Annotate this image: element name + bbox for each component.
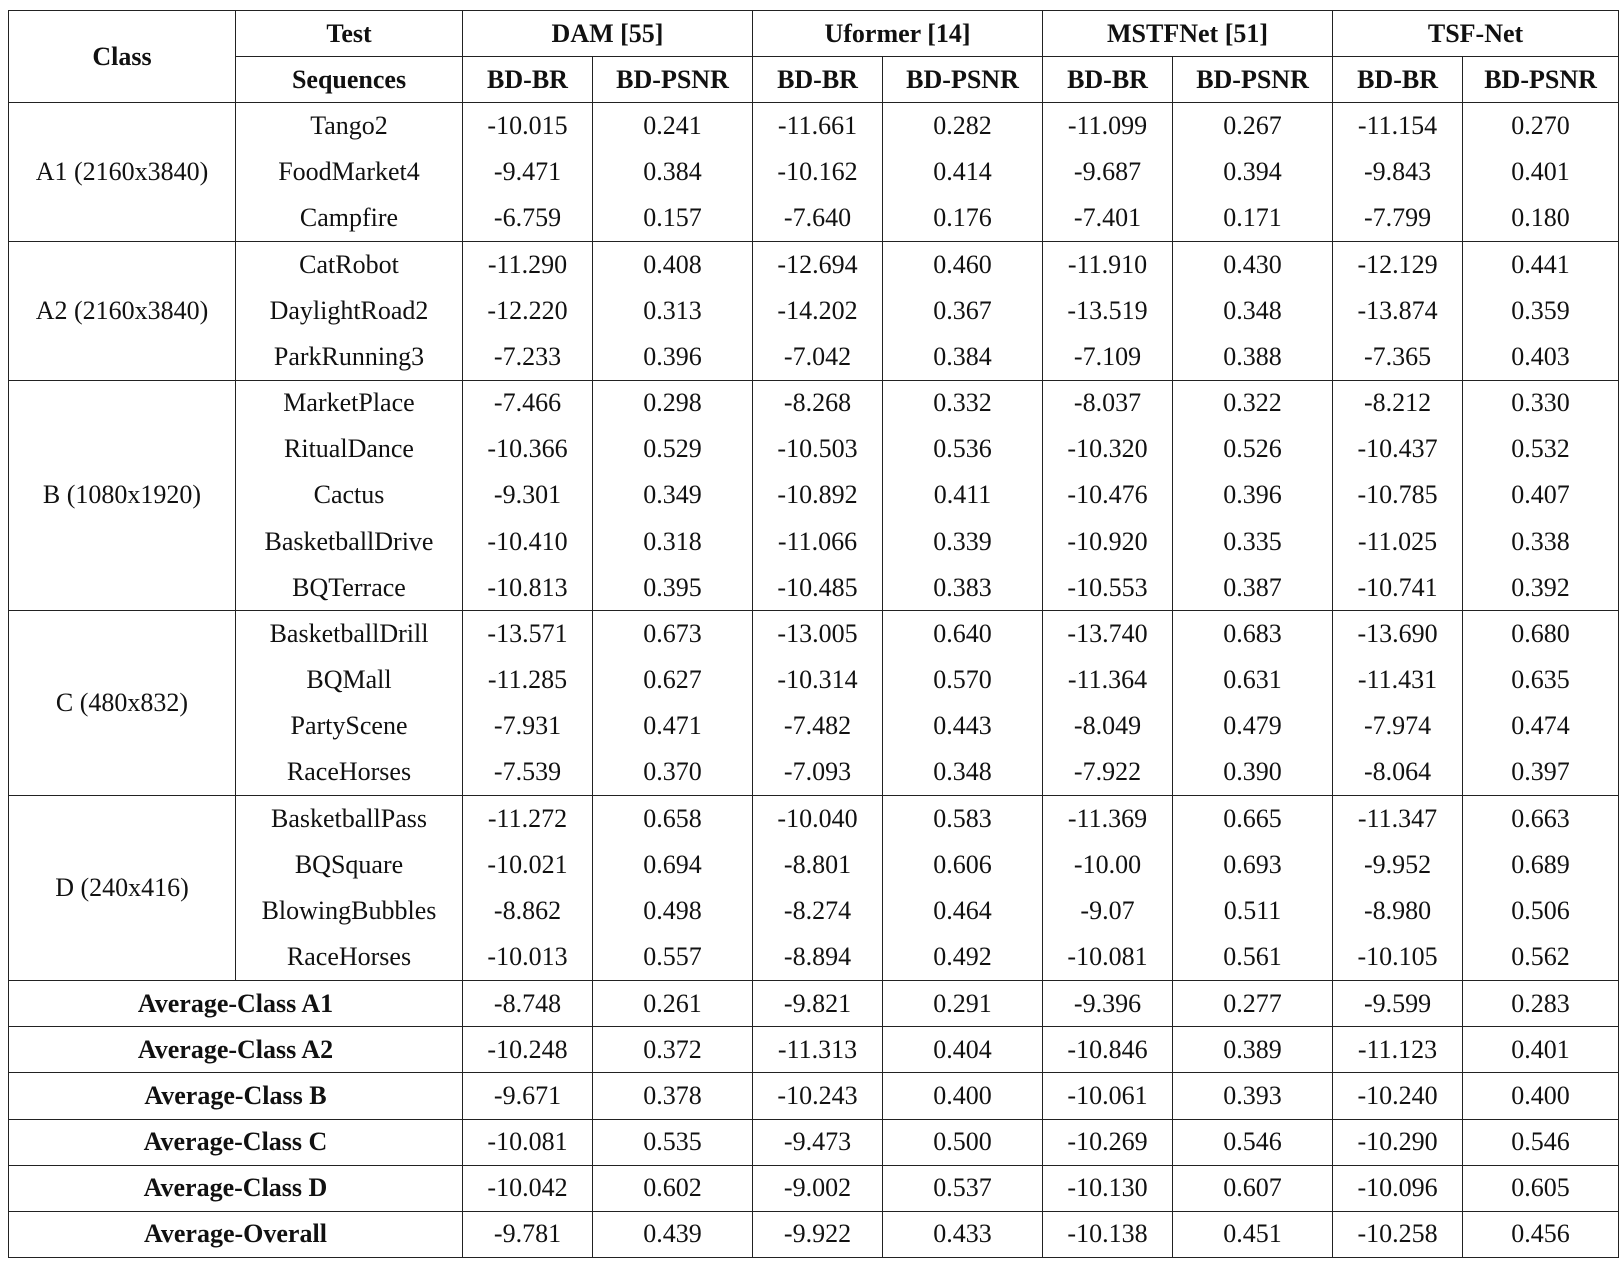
avg-bd-psnr-cell: 0.439 [593,1211,753,1257]
bd-psnr-cell: 0.663 [1463,796,1619,842]
bd-psnr-cell: 0.441 [1463,241,1619,287]
bd-br-cell: -11.290 [463,241,593,287]
bd-psnr-cell: 0.407 [1463,472,1619,518]
bd-br-cell: -9.471 [463,149,593,195]
bd-br-cell: -10.162 [753,149,883,195]
avg-bd-psnr-cell: 0.261 [593,980,753,1026]
bd-psnr-cell: 0.394 [1173,149,1333,195]
avg-bd-psnr-cell: 0.546 [1463,1119,1619,1165]
bd-psnr-cell: 0.689 [1463,842,1619,888]
avg-bd-br-cell: -10.240 [1333,1073,1463,1119]
avg-bd-br-cell: -10.138 [1043,1211,1173,1257]
bd-br-cell: -9.843 [1333,149,1463,195]
sequence-name-cell: Cactus [236,472,463,518]
metric-header-br: BD-BR [753,57,883,103]
avg-bd-br-cell: -10.290 [1333,1119,1463,1165]
bd-br-cell: -7.539 [463,750,593,796]
table-row [9,888,1619,934]
bd-psnr-cell: 0.339 [883,519,1043,565]
metric-header-psnr: BD-PSNR [883,57,1043,103]
sequence-name-cell: RaceHorses [236,750,463,796]
bd-br-cell: -10.476 [1043,472,1173,518]
bd-psnr-cell: 0.313 [593,288,753,334]
bd-psnr-cell: 0.330 [1463,380,1619,426]
bd-br-cell: -13.690 [1333,611,1463,657]
bd-psnr-cell: 0.384 [593,149,753,195]
metric-header-psnr: BD-PSNR [1173,57,1333,103]
bd-psnr-cell: 0.397 [1463,750,1619,796]
bd-psnr-cell: 0.536 [883,426,1043,472]
average-row [9,1165,1619,1211]
bd-br-cell: -10.00 [1043,842,1173,888]
class-label-cell: A1 (2160x3840) [9,103,236,242]
bd-psnr-cell: 0.322 [1173,380,1333,426]
table-row [9,380,1619,426]
bd-psnr-cell: 0.348 [1173,288,1333,334]
average-label-cell: Average-Class B [9,1073,463,1119]
bd-psnr-cell: 0.390 [1173,750,1333,796]
bd-br-cell: -12.694 [753,241,883,287]
avg-bd-psnr-cell: 0.605 [1463,1165,1619,1211]
bd-psnr-cell: 0.396 [593,334,753,380]
avg-bd-psnr-cell: 0.535 [593,1119,753,1165]
class-label-cell: A2 (2160x3840) [9,241,236,380]
bd-br-cell: -11.285 [463,657,593,703]
avg-bd-br-cell: -9.396 [1043,980,1173,1026]
header-row-1 [9,11,1619,57]
bd-br-cell: -10.892 [753,472,883,518]
average-row [9,1073,1619,1119]
bd-br-cell: -7.931 [463,703,593,749]
avg-bd-psnr-cell: 0.451 [1173,1211,1333,1257]
table-row [9,796,1619,842]
bd-psnr-cell: 0.511 [1173,888,1333,934]
bd-br-cell: -10.105 [1333,934,1463,980]
bd-br-cell: -10.021 [463,842,593,888]
table-row [9,519,1619,565]
table-row [9,934,1619,980]
bd-br-cell: -7.365 [1333,334,1463,380]
bd-psnr-cell: 0.359 [1463,288,1619,334]
bd-br-cell: -8.980 [1333,888,1463,934]
bd-psnr-cell: 0.683 [1173,611,1333,657]
bd-br-cell: -10.320 [1043,426,1173,472]
bd-br-cell: -13.874 [1333,288,1463,334]
bd-br-cell: -10.015 [463,103,593,149]
sequence-name-cell: DaylightRoad2 [236,288,463,334]
bd-br-cell: -13.519 [1043,288,1173,334]
method-header-uformer: Uformer [14] [753,11,1043,57]
bd-br-cell: -7.482 [753,703,883,749]
bd-psnr-cell: 0.460 [883,241,1043,287]
class-header: Class [9,11,236,103]
bd-br-cell: -10.410 [463,519,593,565]
avg-bd-br-cell: -9.599 [1333,980,1463,1026]
bd-br-cell: -11.347 [1333,796,1463,842]
test-header-line1: Test [236,11,463,57]
bd-psnr-cell: 0.506 [1463,888,1619,934]
bd-psnr-cell: 0.157 [593,195,753,241]
bd-br-cell: -6.759 [463,195,593,241]
bd-psnr-cell: 0.673 [593,611,753,657]
avg-bd-br-cell: -10.096 [1333,1165,1463,1211]
avg-bd-br-cell: -10.248 [463,1027,593,1073]
average-row [9,1027,1619,1073]
metric-header-br: BD-BR [1043,57,1173,103]
sequence-name-cell: Tango2 [236,103,463,149]
bd-psnr-cell: 0.396 [1173,472,1333,518]
bd-br-cell: -10.503 [753,426,883,472]
avg-bd-psnr-cell: 0.602 [593,1165,753,1211]
bd-br-cell: -8.064 [1333,750,1463,796]
metric-header-psnr: BD-PSNR [1463,57,1619,103]
avg-bd-br-cell: -10.846 [1043,1027,1173,1073]
avg-bd-br-cell: -10.258 [1333,1211,1463,1257]
avg-bd-br-cell: -9.922 [753,1211,883,1257]
table-row [9,149,1619,195]
bd-psnr-cell: 0.526 [1173,426,1333,472]
bd-br-cell: -7.233 [463,334,593,380]
bd-br-cell: -7.799 [1333,195,1463,241]
bd-psnr-cell: 0.349 [593,472,753,518]
header-row-2 [9,57,1619,103]
bd-psnr-cell: 0.562 [1463,934,1619,980]
bd-br-cell: -10.785 [1333,472,1463,518]
avg-bd-br-cell: -9.473 [753,1119,883,1165]
bd-br-cell: -10.553 [1043,565,1173,611]
bd-psnr-cell: 0.414 [883,149,1043,195]
bd-br-cell: -10.741 [1333,565,1463,611]
avg-bd-psnr-cell: 0.400 [883,1073,1043,1119]
bd-psnr-cell: 0.392 [1463,565,1619,611]
sequence-name-cell: PartyScene [236,703,463,749]
sequence-name-cell: Campfire [236,195,463,241]
table-row [9,426,1619,472]
bd-br-cell: -7.093 [753,750,883,796]
bd-psnr-cell: 0.411 [883,472,1043,518]
bd-psnr-cell: 0.171 [1173,195,1333,241]
bd-psnr-cell: 0.627 [593,657,753,703]
bd-br-cell: -13.740 [1043,611,1173,657]
sequence-name-cell: BQTerrace [236,565,463,611]
average-row [9,1211,1619,1257]
avg-bd-br-cell: -9.821 [753,980,883,1026]
average-row [9,980,1619,1026]
sequence-name-cell: BasketballDrive [236,519,463,565]
avg-bd-psnr-cell: 0.404 [883,1027,1043,1073]
bd-br-cell: -13.005 [753,611,883,657]
bd-psnr-cell: 0.464 [883,888,1043,934]
bd-psnr-cell: 0.388 [1173,334,1333,380]
bd-br-cell: -9.301 [463,472,593,518]
table-row [9,565,1619,611]
bd-br-cell: -14.202 [753,288,883,334]
bd-psnr-cell: 0.561 [1173,934,1333,980]
table-row [9,334,1619,380]
avg-bd-br-cell: -9.671 [463,1073,593,1119]
bd-psnr-cell: 0.367 [883,288,1043,334]
sequence-name-cell: MarketPlace [236,380,463,426]
bd-br-cell: -11.272 [463,796,593,842]
bd-psnr-cell: 0.583 [883,796,1043,842]
metric-header-br: BD-BR [1333,57,1463,103]
bd-psnr-cell: 0.298 [593,380,753,426]
sequence-name-cell: RitualDance [236,426,463,472]
bd-br-cell: -8.894 [753,934,883,980]
avg-bd-psnr-cell: 0.456 [1463,1211,1619,1257]
bd-br-cell: -7.466 [463,380,593,426]
bd-psnr-cell: 0.338 [1463,519,1619,565]
bd-psnr-cell: 0.640 [883,611,1043,657]
avg-bd-psnr-cell: 0.401 [1463,1027,1619,1073]
bd-psnr-cell: 0.694 [593,842,753,888]
method-header-dam: DAM [55] [463,11,753,57]
avg-bd-psnr-cell: 0.546 [1173,1119,1333,1165]
avg-bd-br-cell: -10.269 [1043,1119,1173,1165]
bd-psnr-cell: 0.180 [1463,195,1619,241]
avg-bd-br-cell: -10.061 [1043,1073,1173,1119]
bd-br-cell: -10.366 [463,426,593,472]
bd-br-cell: -10.314 [753,657,883,703]
class-label-cell: C (480x832) [9,611,236,796]
table-row [9,103,1619,149]
table-row [9,241,1619,287]
bd-psnr-cell: 0.479 [1173,703,1333,749]
bd-br-cell: -7.042 [753,334,883,380]
bd-psnr-cell: 0.403 [1463,334,1619,380]
bd-br-cell: -8.268 [753,380,883,426]
sequence-name-cell: RaceHorses [236,934,463,980]
avg-bd-psnr-cell: 0.607 [1173,1165,1333,1211]
bd-br-cell: -9.07 [1043,888,1173,934]
bd-br-cell: -10.013 [463,934,593,980]
avg-bd-psnr-cell: 0.537 [883,1165,1043,1211]
bd-br-cell: -11.910 [1043,241,1173,287]
results-table [8,10,1619,1258]
class-label-cell: B (1080x1920) [9,380,236,611]
metric-header-psnr: BD-PSNR [593,57,753,103]
avg-bd-br-cell: -9.781 [463,1211,593,1257]
bd-br-cell: -11.431 [1333,657,1463,703]
sequence-name-cell: ParkRunning3 [236,334,463,380]
bd-br-cell: -9.687 [1043,149,1173,195]
avg-bd-psnr-cell: 0.283 [1463,980,1619,1026]
bd-psnr-cell: 0.498 [593,888,753,934]
bd-br-cell: -8.037 [1043,380,1173,426]
avg-bd-br-cell: -10.042 [463,1165,593,1211]
bd-psnr-cell: 0.471 [593,703,753,749]
bd-psnr-cell: 0.529 [593,426,753,472]
bd-br-cell: -11.369 [1043,796,1173,842]
avg-bd-psnr-cell: 0.500 [883,1119,1043,1165]
bd-br-cell: -11.025 [1333,519,1463,565]
avg-bd-br-cell: -10.243 [753,1073,883,1119]
bd-br-cell: -11.661 [753,103,883,149]
average-label-cell: Average-Class A1 [9,980,463,1026]
sequence-name-cell: BQMall [236,657,463,703]
avg-bd-psnr-cell: 0.400 [1463,1073,1619,1119]
bd-br-cell: -10.485 [753,565,883,611]
bd-psnr-cell: 0.635 [1463,657,1619,703]
avg-bd-psnr-cell: 0.372 [593,1027,753,1073]
bd-psnr-cell: 0.606 [883,842,1043,888]
avg-bd-psnr-cell: 0.291 [883,980,1043,1026]
bd-br-cell: -8.801 [753,842,883,888]
bd-br-cell: -7.109 [1043,334,1173,380]
bd-psnr-cell: 0.408 [593,241,753,287]
sequence-name-cell: BQSquare [236,842,463,888]
avg-bd-br-cell: -10.081 [463,1119,593,1165]
bd-br-cell: -12.129 [1333,241,1463,287]
avg-bd-br-cell: -9.002 [753,1165,883,1211]
bd-br-cell: -8.274 [753,888,883,934]
bd-br-cell: -10.813 [463,565,593,611]
table-row [9,472,1619,518]
sequence-name-cell: BasketballPass [236,796,463,842]
method-header-tsfnet: TSF-Net [1333,11,1619,57]
table-row [9,703,1619,749]
bd-psnr-cell: 0.658 [593,796,753,842]
bd-br-cell: -11.099 [1043,103,1173,149]
bd-br-cell: -10.040 [753,796,883,842]
bd-br-cell: -7.401 [1043,195,1173,241]
bd-br-cell: -7.974 [1333,703,1463,749]
bd-br-cell: -12.220 [463,288,593,334]
bd-psnr-cell: 0.532 [1463,426,1619,472]
avg-bd-br-cell: -11.313 [753,1027,883,1073]
bd-psnr-cell: 0.430 [1173,241,1333,287]
bd-psnr-cell: 0.665 [1173,796,1333,842]
bd-psnr-cell: 0.680 [1463,611,1619,657]
bd-psnr-cell: 0.383 [883,565,1043,611]
sequence-name-cell: CatRobot [236,241,463,287]
average-label-cell: Average-Class C [9,1119,463,1165]
bd-psnr-cell: 0.370 [593,750,753,796]
avg-bd-psnr-cell: 0.389 [1173,1027,1333,1073]
bd-psnr-cell: 0.176 [883,195,1043,241]
average-label-cell: Average-Class A2 [9,1027,463,1073]
avg-bd-br-cell: -11.123 [1333,1027,1463,1073]
table-body [9,103,1619,1258]
bd-psnr-cell: 0.267 [1173,103,1333,149]
bd-br-cell: -10.081 [1043,934,1173,980]
bd-psnr-cell: 0.693 [1173,842,1333,888]
bd-psnr-cell: 0.384 [883,334,1043,380]
table-row [9,657,1619,703]
bd-psnr-cell: 0.557 [593,934,753,980]
average-label-cell: Average-Overall [9,1211,463,1257]
metric-header-br: BD-BR [463,57,593,103]
bd-psnr-cell: 0.335 [1173,519,1333,565]
bd-br-cell: -9.952 [1333,842,1463,888]
class-label-cell: D (240x416) [9,796,236,981]
bd-br-cell: -11.066 [753,519,883,565]
test-header-line2: Sequences [236,57,463,103]
bd-psnr-cell: 0.387 [1173,565,1333,611]
bd-br-cell: -11.364 [1043,657,1173,703]
bd-psnr-cell: 0.474 [1463,703,1619,749]
avg-bd-psnr-cell: 0.433 [883,1211,1043,1257]
avg-bd-br-cell: -8.748 [463,980,593,1026]
bd-psnr-cell: 0.492 [883,934,1043,980]
average-label-cell: Average-Class D [9,1165,463,1211]
bd-psnr-cell: 0.443 [883,703,1043,749]
bd-psnr-cell: 0.270 [1463,103,1619,149]
bd-br-cell: -10.437 [1333,426,1463,472]
avg-bd-psnr-cell: 0.277 [1173,980,1333,1026]
bd-psnr-cell: 0.241 [593,103,753,149]
table-row [9,842,1619,888]
bd-psnr-cell: 0.348 [883,750,1043,796]
bd-br-cell: -11.154 [1333,103,1463,149]
sequence-name-cell: BasketballDrill [236,611,463,657]
table-row [9,288,1619,334]
bd-psnr-cell: 0.282 [883,103,1043,149]
bd-br-cell: -13.571 [463,611,593,657]
bd-psnr-cell: 0.395 [593,565,753,611]
bd-psnr-cell: 0.570 [883,657,1043,703]
sequence-name-cell: FoodMarket4 [236,149,463,195]
bd-psnr-cell: 0.401 [1463,149,1619,195]
average-row [9,1119,1619,1165]
bd-br-cell: -10.920 [1043,519,1173,565]
bd-psnr-cell: 0.332 [883,380,1043,426]
bd-br-cell: -8.049 [1043,703,1173,749]
bd-psnr-cell: 0.631 [1173,657,1333,703]
bd-br-cell: -8.212 [1333,380,1463,426]
avg-bd-br-cell: -10.130 [1043,1165,1173,1211]
table-row [9,611,1619,657]
method-header-mstfnet: MSTFNet [51] [1043,11,1333,57]
bd-br-cell: -7.922 [1043,750,1173,796]
sequence-name-cell: BlowingBubbles [236,888,463,934]
table-row [9,750,1619,796]
avg-bd-psnr-cell: 0.378 [593,1073,753,1119]
table-row [9,195,1619,241]
bd-br-cell: -7.640 [753,195,883,241]
bd-br-cell: -8.862 [463,888,593,934]
bd-psnr-cell: 0.318 [593,519,753,565]
avg-bd-psnr-cell: 0.393 [1173,1073,1333,1119]
